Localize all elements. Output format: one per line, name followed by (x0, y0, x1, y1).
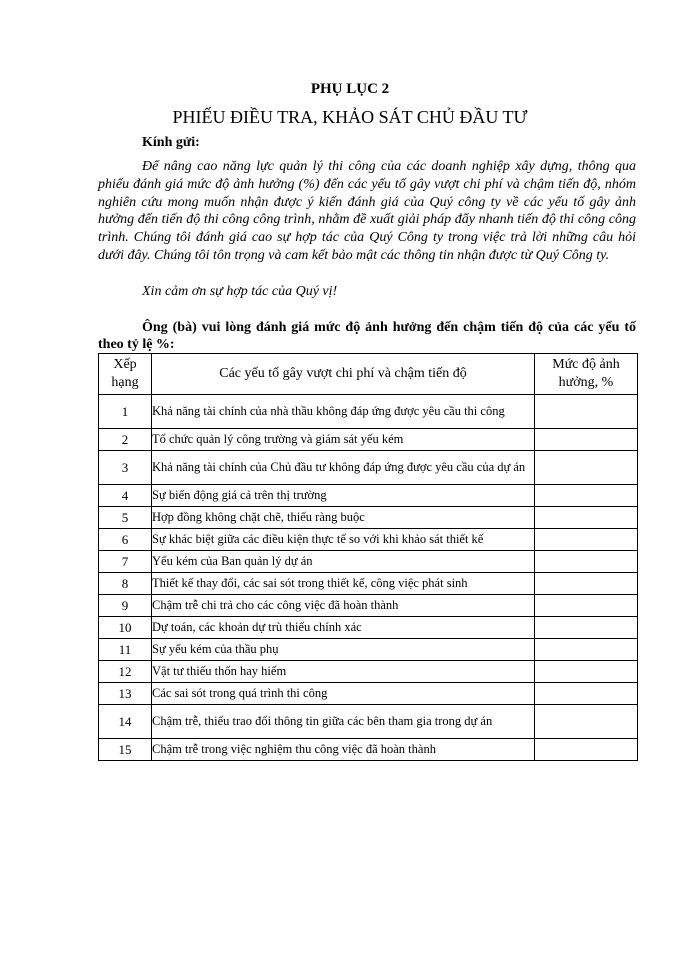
factor-cell: Yếu kém của Ban quản lý dự án (152, 551, 535, 573)
page-title: PHIẾU ĐIỀU TRA, KHẢO SÁT CHỦ ĐẦU TƯ (172, 107, 528, 127)
intro-paragraph: Để nâng cao năng lực quản lý thi công của các doanh nghiệp xây dựng, thông qua phiếu đánh giá mức độ ảnh hưởng (%) đến các yếu tố gây vượt chi phí và chậm tiến độ, nhóm nghiên cứu mong muốn nhận được ý kiến đánh giá của Quý công ty về các yếu tố gây ảnh hưởng đến tiến độ thi công công trình, nhằm đề xuất giải pháp đẩy nhanh tiến độ thi công công trình. Chúng tôi đánh giá cao sự hợp tác của Quý Công ty trong việc trả lời những câu hỏi dưới đây. Chúng tôi tôn trọng và cam kết bảo mật các thông tin nhận được từ Quý Công ty. (98, 159, 636, 263)
table-row (99, 485, 638, 507)
table-row (99, 395, 638, 429)
factor-cell: Dự toán, các khoản dự trù thiếu chính xác (152, 617, 535, 639)
impact-cell[interactable] (535, 395, 638, 429)
factor-cell: Chậm trễ chi trả cho các công việc đã hoàn thành (152, 595, 535, 617)
factor-cell: Chậm trễ trong việc nghiệm thu công việc đã hoàn thành (152, 739, 535, 761)
rank-cell: 11 (99, 639, 152, 661)
factor-cell: Sự biến động giá cả trên thị trường (152, 485, 535, 507)
rank-cell: 3 (99, 451, 152, 485)
impact-cell[interactable] (535, 595, 638, 617)
table-row (99, 639, 638, 661)
table-row (99, 595, 638, 617)
rank-cell: 5 (99, 507, 152, 529)
header-factor: Các yếu tố gây vượt chi phí và chậm tiến độ (152, 354, 535, 395)
factor-cell: Các sai sót trong quá trình thi công (152, 683, 535, 705)
header-impact: Mức độ ảnh hưởng, % (535, 354, 638, 395)
impact-cell[interactable] (535, 573, 638, 595)
table-row (99, 573, 638, 595)
factor-cell: Thiết kế thay đổi, các sai sót trong thiết kế, công việc phát sinh (152, 573, 535, 595)
impact-cell[interactable] (535, 705, 638, 739)
table-row (99, 739, 638, 761)
impact-cell[interactable] (535, 551, 638, 573)
factor-cell: Tổ chức quản lý công trường và giám sát yếu kém (152, 429, 535, 451)
rank-cell: 10 (99, 617, 152, 639)
factor-cell: Sự yếu kém của thầu phụ (152, 639, 535, 661)
rank-cell: 12 (99, 661, 152, 683)
factor-cell: Khả năng tài chính của Chủ đầu tư không đáp ứng được yêu cầu của dự án (152, 451, 535, 485)
impact-cell[interactable] (535, 617, 638, 639)
impact-cell[interactable] (535, 639, 638, 661)
rank-cell: 6 (99, 529, 152, 551)
greeting: Kính gửi: (142, 135, 200, 150)
table-row (99, 683, 638, 705)
factor-cell: Khả năng tài chính của nhà thầu không đáp ứng được yêu cầu thi công (152, 395, 535, 429)
rank-cell: 1 (99, 395, 152, 429)
rank-cell: 7 (99, 551, 152, 573)
table-row (99, 705, 638, 739)
table-row (99, 551, 638, 573)
factor-cell: Chậm trễ, thiếu trao đổi thông tin giữa các bên tham gia trong dự án (152, 705, 535, 739)
factor-cell: Sự khác biệt giữa các điều kiện thực tế so với khi khảo sát thiết kế (152, 529, 535, 551)
rank-cell: 14 (99, 705, 152, 739)
table-row (99, 429, 638, 451)
survey-table (98, 353, 638, 761)
impact-cell[interactable] (535, 429, 638, 451)
impact-cell[interactable] (535, 451, 638, 485)
impact-cell[interactable] (535, 529, 638, 551)
impact-cell[interactable] (535, 661, 638, 683)
header-rank: Xếp hạng (99, 354, 152, 395)
appendix-title: PHỤ LỤC 2 (310, 81, 390, 97)
impact-cell[interactable] (535, 485, 638, 507)
rank-cell: 9 (99, 595, 152, 617)
rank-cell: 15 (99, 739, 152, 761)
factor-cell: Vật tư thiếu thốn hay hiếm (152, 661, 535, 683)
rank-cell: 8 (99, 573, 152, 595)
table-row (99, 507, 638, 529)
impact-cell[interactable] (535, 683, 638, 705)
factor-cell: Hợp đồng không chặt chẽ, thiếu ràng buộc (152, 507, 535, 529)
impact-cell[interactable] (535, 739, 638, 761)
impact-cell[interactable] (535, 507, 638, 529)
rank-cell: 13 (99, 683, 152, 705)
rank-cell: 2 (99, 429, 152, 451)
table-row (99, 529, 638, 551)
table-row (99, 617, 638, 639)
table-row (99, 661, 638, 683)
table-header-row (99, 354, 638, 395)
rank-cell: 4 (99, 485, 152, 507)
thanks-line: Xin cảm ơn sự hợp tác của Quý vị! (142, 284, 338, 299)
table-row (99, 451, 638, 485)
survey-question: Ông (bà) vui lòng đánh giá mức độ ảnh hưởng đến chậm tiến độ của các yếu tố theo tỷ lệ %: (98, 320, 636, 352)
